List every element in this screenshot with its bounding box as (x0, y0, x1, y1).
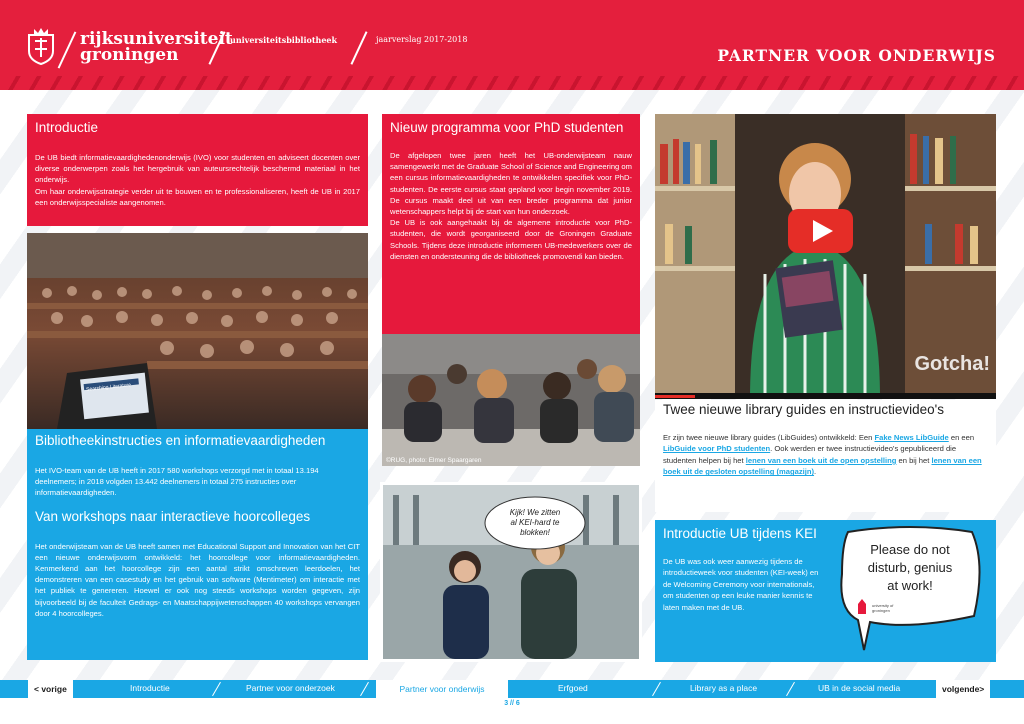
hoorcolleges-text: Het onderwijsteam van de UB heeft samen met Educational Support and Innovation van het CIT een nieuwe onderwijsvorm ontwikkeld: het hoorcollege voor informatievaardigheden. Kenmerkend aan het hoorcollege zijn een aantal strikt omschreven leerdoelen, het demonstreren van een casestudy en het gebruik van software (Mentimeter) om interactie met het publiek te genereren. Hoewel er ook nog steeds workshops worden gegeven, zijn bijvoorbeeld bij de faculteit Gedrags- en Maatschappijwetenschappen 40 workshops vervangen door 4 hoorcolleges. (35, 541, 360, 618)
nav-item-library-place[interactable]: Library as a place (690, 683, 758, 693)
header (0, 0, 1024, 90)
phd-libguide-link[interactable]: LibGuide voor PhD studenten (663, 444, 771, 454)
lecture-hall-image (27, 233, 368, 429)
phd-panel (382, 114, 640, 336)
kei-text: De UB was ook weer aanwezig tijdens de introductieweek voor studenten (KEI-week) en de Welcoming Ceremony voor internationals, om studenten op een leuke manier kennis te laten maken met de UB. (663, 557, 819, 612)
phd-text: De afgelopen twee jaren heeft het UB-onderwijsteam nauw samengewerkt met de Graduate School of Science and Engineering om een cursus informatievaardigheden te ontwikkelen specifiek voor PhD-studenten. De eerste cursus staat gepland voor begin november 2019. De cursus maakt deel uit van een breder programma dat junior wetenschappers helpt bij de start van hun onderzoek. De UB is ook aangehaakt bij de algemene introductie voor PhD-studenten, die wordt georganiseerd door de Groningen Graduate Schools. Tijdens deze introductie informeren UB-medewerkers over de diensten en ondersteuning die de bibliotheek promovendi kan bieden. (390, 151, 632, 261)
nav-item-partner-onderwijs[interactable]: Partner voor onderwijs (376, 680, 508, 698)
kei-panel (655, 520, 996, 662)
header-stripe (0, 76, 1024, 90)
bottom-navigation (0, 680, 1024, 698)
intro-text: De UB biedt informatievaardighedenonderwijs (IVO) voor studenten en adviseert docenten over diverse onderwerpen zoals het hergebruik van auteursrechtelijk beschermd materiaal in het onderwijs. Om haar onderwijsstrategie verder uit te bouwen en te professionaliseren, heeft de UB in 2017 een onderwijsspecialiste aangenomen. (35, 153, 360, 207)
video-overlay-text: Gotcha! (914, 353, 990, 375)
report-year: jaarverslag 2017-2018 (376, 35, 468, 44)
nav-item-partner-onderzoek[interactable]: Partner voor onderzoek (246, 683, 335, 693)
video-frame (655, 114, 996, 399)
nav-item-introductie[interactable]: Introductie (130, 683, 170, 693)
guides-panel (655, 400, 996, 512)
students-photo (382, 334, 640, 466)
slide-title: Searching Literature (85, 382, 132, 393)
instructies-panel (27, 429, 368, 660)
nav-item-social-media[interactable]: UB in de social media (818, 683, 901, 693)
guides-text: Er zijn twee nieuwe library guides (LibGuides) ontwikkeld: Een Fake News LibGuide en een LibGuide voor PhD studenten. Ook werden er twee instructievideo's gepubliceerd die studenten helpen bij het lenen van een boek uit de open opstelling en bij het lenen van een boek uit de gesloten opstelling (magazijn). (663, 433, 982, 477)
intro-title: Introductie (35, 120, 99, 135)
sign-logo-line2: groningen (872, 608, 890, 613)
university-name[interactable]: rijksuniversiteit groningen (80, 29, 233, 65)
students-image (382, 334, 640, 466)
prev-button[interactable]: < vorige (28, 680, 73, 698)
sign-logo-line1: university of (872, 603, 894, 608)
kei-title: Introductie UB tijdens KEI (663, 526, 817, 541)
page-title: PARTNER VOOR ONDERWIJS (717, 46, 996, 65)
kei-image (383, 485, 639, 659)
sign-text: Please do not disturb, genius at work! (867, 542, 953, 593)
hoorcolleges-title: Van workshops naar interactieve hoorcolleges (35, 508, 311, 524)
video-player[interactable] (655, 114, 996, 399)
guides-title: Twee nieuwe library guides en instructievideo's (663, 402, 944, 417)
open-shelf-video-link[interactable]: lenen van een boek uit de open opstelling (745, 455, 897, 465)
instructies-text: Het IVO-team van de UB heeft in 2017 580 workshops verzorgd met in totaal 13.194 deelnemers; in 2018 volgden 13.442 deelnemers in totaal 275 instructies over informatievaardigheden. (35, 466, 319, 498)
next-button[interactable]: volgende> (936, 680, 990, 698)
bubble-text: Kijk! We zitten al KEI-hard te blokken! (509, 508, 561, 537)
kei-photo (380, 482, 642, 662)
instructies-title: Bibliotheekinstructies en informatievaardigheden (35, 433, 326, 448)
lecture-hall-photo (27, 233, 368, 429)
page-number: 3 // 6 (504, 700, 520, 707)
library-name: universiteitsbibliotheek (230, 35, 338, 45)
photo-caption: ©RUG, photo: Elmer Spaargaren (386, 457, 482, 464)
closed-stacks-video-link[interactable]: lenen van een boek uit de gesloten opstelling (magazijn) (663, 455, 982, 477)
university-crest-icon[interactable] (26, 27, 56, 65)
fake-news-libguide-link[interactable]: Fake News LibGuide (874, 433, 949, 442)
intro-panel (27, 114, 368, 226)
phd-title: Nieuw programma voor PhD studenten (390, 120, 624, 135)
nav-item-erfgoed[interactable]: Erfgoed (558, 683, 588, 693)
do-not-disturb-sign (830, 524, 990, 656)
